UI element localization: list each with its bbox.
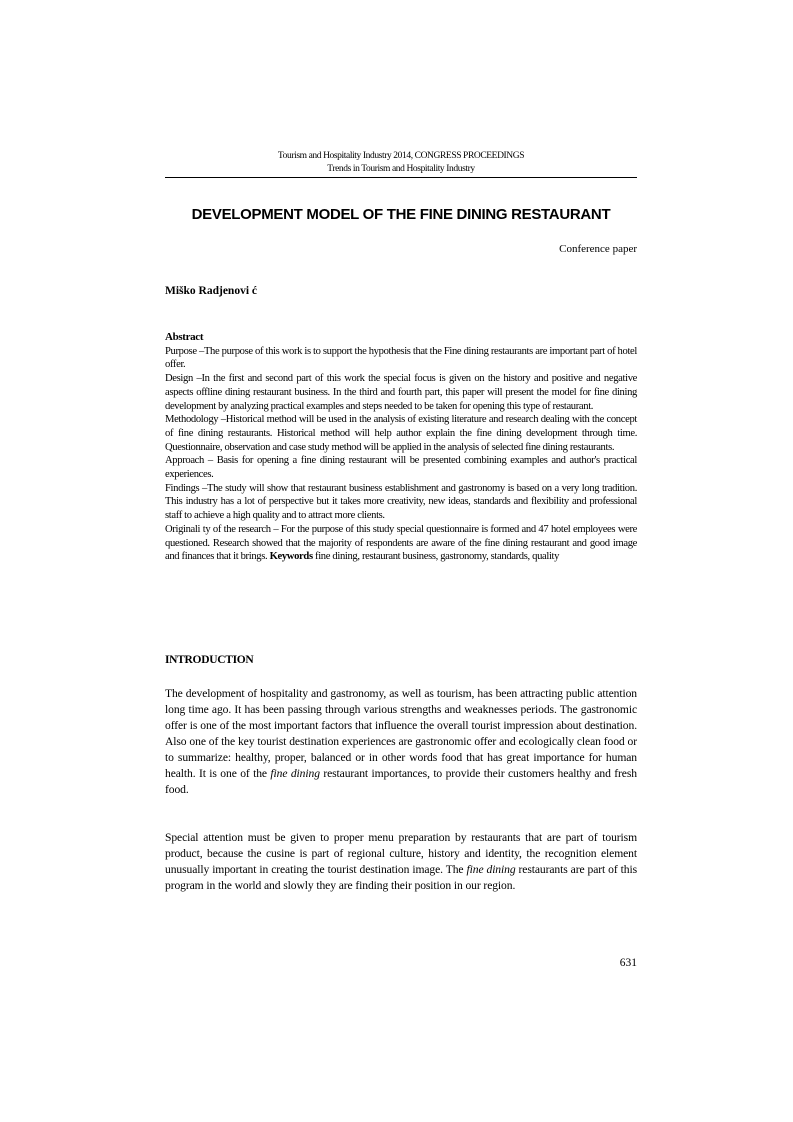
p1-text-b: restaurant importances, to provide their customers healthy and fresh food. <box>165 767 637 796</box>
originality-text: Originali ty of the research – For the purpose of this study special questionnaire is formed and 47 hotel employees were questioned. Research showed that the majority of respondents are aware of the fine dining restaurant and good image and finances that it brings. <box>165 523 637 563</box>
introduction-paragraph-2 <box>165 830 637 894</box>
p1-emphasis: fine dining <box>270 767 320 780</box>
abstract-findings: Findings –The study will show that restaurant business establishment and gastronomy is based on a very long tradition. This industry has a lot of perspective but it takes more creativity, new ideas, standards and flexibility and professional staff to achieve a high quality and to attract more clients. <box>165 482 637 522</box>
p2-text-b: restaurants are part of this program in the world and slowly they are finding their position in our region. <box>165 863 637 892</box>
keywords-list: fine dining, restaurant business, gastronomy, standards, quality <box>315 551 560 563</box>
introduction-paragraph-1 <box>165 686 637 798</box>
abstract <box>165 331 637 564</box>
introduction-heading: INTRODUCTION <box>165 654 254 666</box>
abstract-originality <box>165 523 637 564</box>
paper-type: Conference paper <box>559 243 637 255</box>
page-number: 631 <box>619 957 637 969</box>
abstract-purpose: Purpose –The purpose of this work is to support the hypothesis that the Fine dining restaurants are important part of hotel offer. <box>165 345 637 371</box>
running-head-line2: Trends in Tourism and Hospitality Industry <box>327 163 475 174</box>
running-head-line1: Tourism and Hospitality Industry 2014, CONGRESS PROCEEDINGS <box>277 151 525 161</box>
keywords-label: Keywords <box>269 551 313 563</box>
abstract-methodology: Methodology –Historical method will be used in the analysis of existing literature and research dealing with the concept of fine dining restaurants. Historical method will help author explain the fine dining development through time. Questionnaire, observation and case study method will be applied in the analysis of selected fine dining restaurants. <box>165 414 637 453</box>
abstract-design: Design –In the first and second part of this work the special focus is given on the history and positive and negative aspects offline dining restaurant business. In the third and fourth part, this paper will present the model for fine dining development by analyzing practical examples and steps needed to be taken for opening this type of restaurant. <box>165 373 637 412</box>
author-name: Miško Radjenovi ć <box>165 285 257 297</box>
p2-text-a: Special attention must be given to proper menu preparation by restaurants that are part of tourism product, because the cusine is part of regional culture, history and identity, the recognition element unusually important in creating the tourist destination image. The <box>165 831 637 876</box>
running-head <box>165 150 637 175</box>
header-divider <box>165 177 637 178</box>
p1-text-a: The development of hospitality and gastronomy, as well as tourism, has been attracting public attention long time ago. It has been passing through various strengths and weaknesses periods. The gastronomic offer is one of the most important factors that influence the overall tourist impression about destination. Also one of the key tourist destination experiences are gastronomic offer and ecologically clean food or to summarize: healthy, proper, balanced or in other words food that has great importance for human health. It is one of the <box>165 687 637 780</box>
abstract-approach: Approach – Basis for opening a fine dining restaurant will be presented combining examples and author's practical experiences. <box>165 455 637 481</box>
p2-emphasis: fine dining <box>466 863 516 876</box>
abstract-heading: Abstract <box>165 331 204 343</box>
paper-title: DEVELOPMENT MODEL OF THE FINE DINING RESTAURANT <box>191 206 611 223</box>
